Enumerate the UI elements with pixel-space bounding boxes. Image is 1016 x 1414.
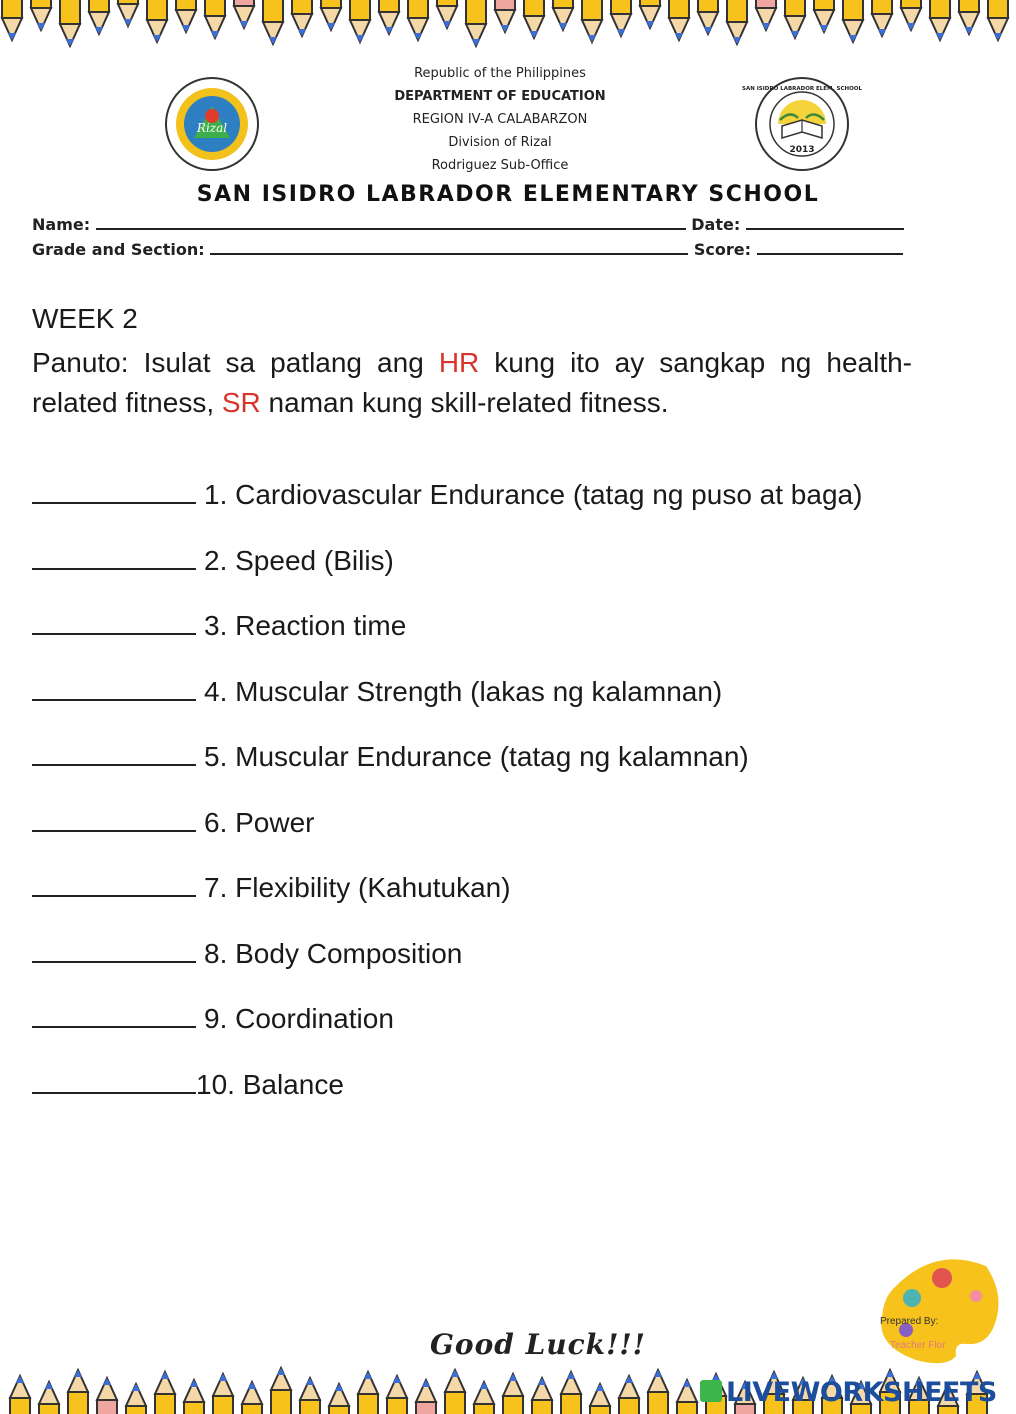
- pencil-icon: [872, 0, 892, 36]
- pencil-icon: [68, 1370, 88, 1414]
- instructions-part2: kung ito ay sangkap ng health-related fitness,: [32, 347, 912, 418]
- pencil-icon: [300, 1378, 320, 1414]
- pencil-icon: [10, 1376, 30, 1414]
- question-item: [32, 869, 862, 935]
- pencil-icon: [126, 1384, 146, 1414]
- teacher-name: Teacher Flor: [890, 1340, 946, 1351]
- pencil-icon: [590, 1384, 610, 1414]
- pencil-icon: [611, 0, 631, 36]
- pencil-icon: [474, 1382, 494, 1414]
- pencil-icon: [89, 0, 109, 34]
- eraser-pencil-icon: [97, 1378, 117, 1414]
- name-blank[interactable]: [96, 214, 686, 230]
- answer-blank-3[interactable]: [32, 607, 196, 635]
- pencil-icon: [155, 1372, 175, 1414]
- pencil-icon: [39, 1382, 59, 1414]
- eraser-pencil-icon: [756, 0, 776, 30]
- question-text: 8. Body Composition: [204, 937, 463, 969]
- pencil-icon: [60, 0, 80, 46]
- score-blank[interactable]: [757, 239, 903, 255]
- pencil-icon: [959, 0, 979, 34]
- pencil-icon: [271, 1368, 291, 1414]
- sr-keyword: SR: [221, 387, 261, 418]
- pencil-icon: [205, 0, 225, 38]
- eraser-pencil-icon: [416, 1380, 436, 1414]
- pencil-icon: [930, 0, 950, 40]
- pencil-icon: [147, 0, 167, 42]
- liveworksheets-watermark: [700, 1377, 997, 1408]
- question-text: 3. Reaction time: [204, 610, 407, 641]
- pencil-icon: [619, 1376, 639, 1414]
- question-text: 7. Flexibility (Kahutukan): [204, 872, 511, 903]
- pencil-icon: [553, 0, 573, 30]
- instructions-part3: naman kung skill-related fitness.: [260, 387, 669, 418]
- header-republic: Republic of the Philippines: [414, 66, 586, 81]
- header-region: REGION IV-A CALABARZON: [412, 112, 588, 127]
- question-item: [32, 1066, 862, 1132]
- score-label: Score:: [693, 240, 751, 259]
- pencil-icon: [242, 1382, 262, 1414]
- watermark-text: LIVEWORKSHEETS: [726, 1377, 997, 1408]
- question-list: [32, 476, 862, 1131]
- pencil-icon: [358, 1372, 378, 1414]
- letterhead: [0, 62, 1000, 177]
- pencil-icon: [677, 1380, 697, 1414]
- pencil-icon: [785, 0, 805, 38]
- pencil-icon: [437, 0, 457, 28]
- pencil-icon: [213, 1374, 233, 1414]
- pencil-icon: [524, 0, 544, 38]
- question-item: [32, 542, 862, 608]
- pencil-icon: [561, 1372, 581, 1414]
- answer-blank-10[interactable]: [32, 1066, 196, 1094]
- pencil-icon: [321, 0, 341, 30]
- question-item: [32, 935, 862, 1001]
- pencil-icon: [292, 0, 312, 36]
- pencil-icon: [640, 0, 660, 28]
- pencil-icon: [669, 0, 689, 40]
- pencil-icon: [387, 1376, 407, 1414]
- answer-blank-8[interactable]: [32, 935, 196, 963]
- pencil-icon: [532, 1378, 552, 1414]
- pencil-icon: [350, 0, 370, 42]
- liveworksheets-logo-icon: [700, 1380, 722, 1402]
- school-logo-text: SAN ISIDRO LABRADOR ELEM. SCHOOL: [742, 86, 862, 92]
- answer-blank-2[interactable]: [32, 542, 196, 570]
- pencil-icon: [184, 1380, 204, 1414]
- pencil-icon: [814, 0, 834, 32]
- instructions: [32, 343, 912, 423]
- question-item: [32, 673, 862, 739]
- pencil-icon: [263, 0, 283, 44]
- good-luck-text: Good Luck!!!: [430, 1328, 646, 1361]
- eraser-pencil-icon: [234, 0, 254, 28]
- grade-score-line: [32, 239, 903, 259]
- pencil-icon: [901, 0, 921, 30]
- pencil-border-top: [0, 0, 1000, 70]
- answer-blank-9[interactable]: [32, 1000, 196, 1028]
- rizal-logo-text: Rizal: [196, 121, 228, 135]
- answer-blank-4[interactable]: [32, 673, 196, 701]
- question-item: [32, 476, 862, 542]
- week-title: WEEK 2: [32, 303, 138, 334]
- pencil-icon: [176, 0, 196, 32]
- pencil-icon: [582, 0, 602, 42]
- question-item: [32, 804, 862, 870]
- pencil-icon: [2, 0, 22, 40]
- pencil-icon: [31, 0, 51, 30]
- date-label: Date:: [691, 215, 741, 234]
- question-text: 6. Power: [204, 806, 315, 838]
- answer-blank-7[interactable]: [32, 869, 196, 897]
- school-name: SAN ISIDRO LABRADOR ELEMENTARY SCHOOL: [196, 182, 820, 207]
- pencil-icon: [408, 0, 428, 40]
- question-text: 1. Cardiovascular Endurance (tatag ng puso at baga): [204, 479, 863, 510]
- pencil-icon: [843, 0, 863, 42]
- school-logo-year: 2013: [789, 145, 815, 155]
- pencil-icon: [445, 1370, 465, 1414]
- pencil-icon: [698, 0, 718, 34]
- question-item: [32, 1000, 862, 1066]
- pencil-icon: [988, 0, 1008, 40]
- grade-section-label: Grade and Section:: [32, 240, 205, 259]
- question-text: 5. Muscular Endurance (tatag ng kalamnan): [204, 741, 749, 772]
- name-label: Name:: [32, 215, 91, 234]
- question-text: 2. Speed (Bilis): [204, 544, 394, 576]
- pencil-icon: [727, 0, 747, 44]
- question-item: [32, 738, 862, 804]
- answer-blank-5[interactable]: [32, 738, 196, 766]
- pencil-icon: [503, 1374, 523, 1414]
- grade-section-blank[interactable]: [210, 239, 688, 255]
- hr-keyword: HR: [438, 347, 480, 378]
- pencil-icon: [648, 1370, 668, 1414]
- eraser-pencil-icon: [495, 0, 515, 32]
- instructions-part1: Panuto: Isulat sa patlang ang: [32, 347, 439, 378]
- pencil-icon: [379, 0, 399, 34]
- prepared-by-label: Prepared By:: [880, 1316, 939, 1327]
- header-suboffice: Rodriguez Sub-Office: [431, 158, 569, 173]
- question-text: 10. Balance: [196, 1068, 344, 1100]
- question-text: 9. Coordination: [204, 1003, 394, 1034]
- question-text: 4. Muscular Strength (lakas ng kalamnan): [204, 675, 723, 707]
- question-item: [32, 607, 862, 673]
- answer-blank-6[interactable]: [32, 804, 196, 832]
- date-blank[interactable]: [746, 214, 904, 230]
- header-department: DEPARTMENT OF EDUCATION: [394, 89, 606, 104]
- pencil-icon: [466, 0, 486, 46]
- answer-blank-1[interactable]: [32, 476, 196, 504]
- name-date-line: [32, 214, 904, 234]
- pencil-icon: [329, 1384, 349, 1414]
- header-division: Division of Rizal: [448, 135, 552, 150]
- pencil-icon: [118, 0, 138, 26]
